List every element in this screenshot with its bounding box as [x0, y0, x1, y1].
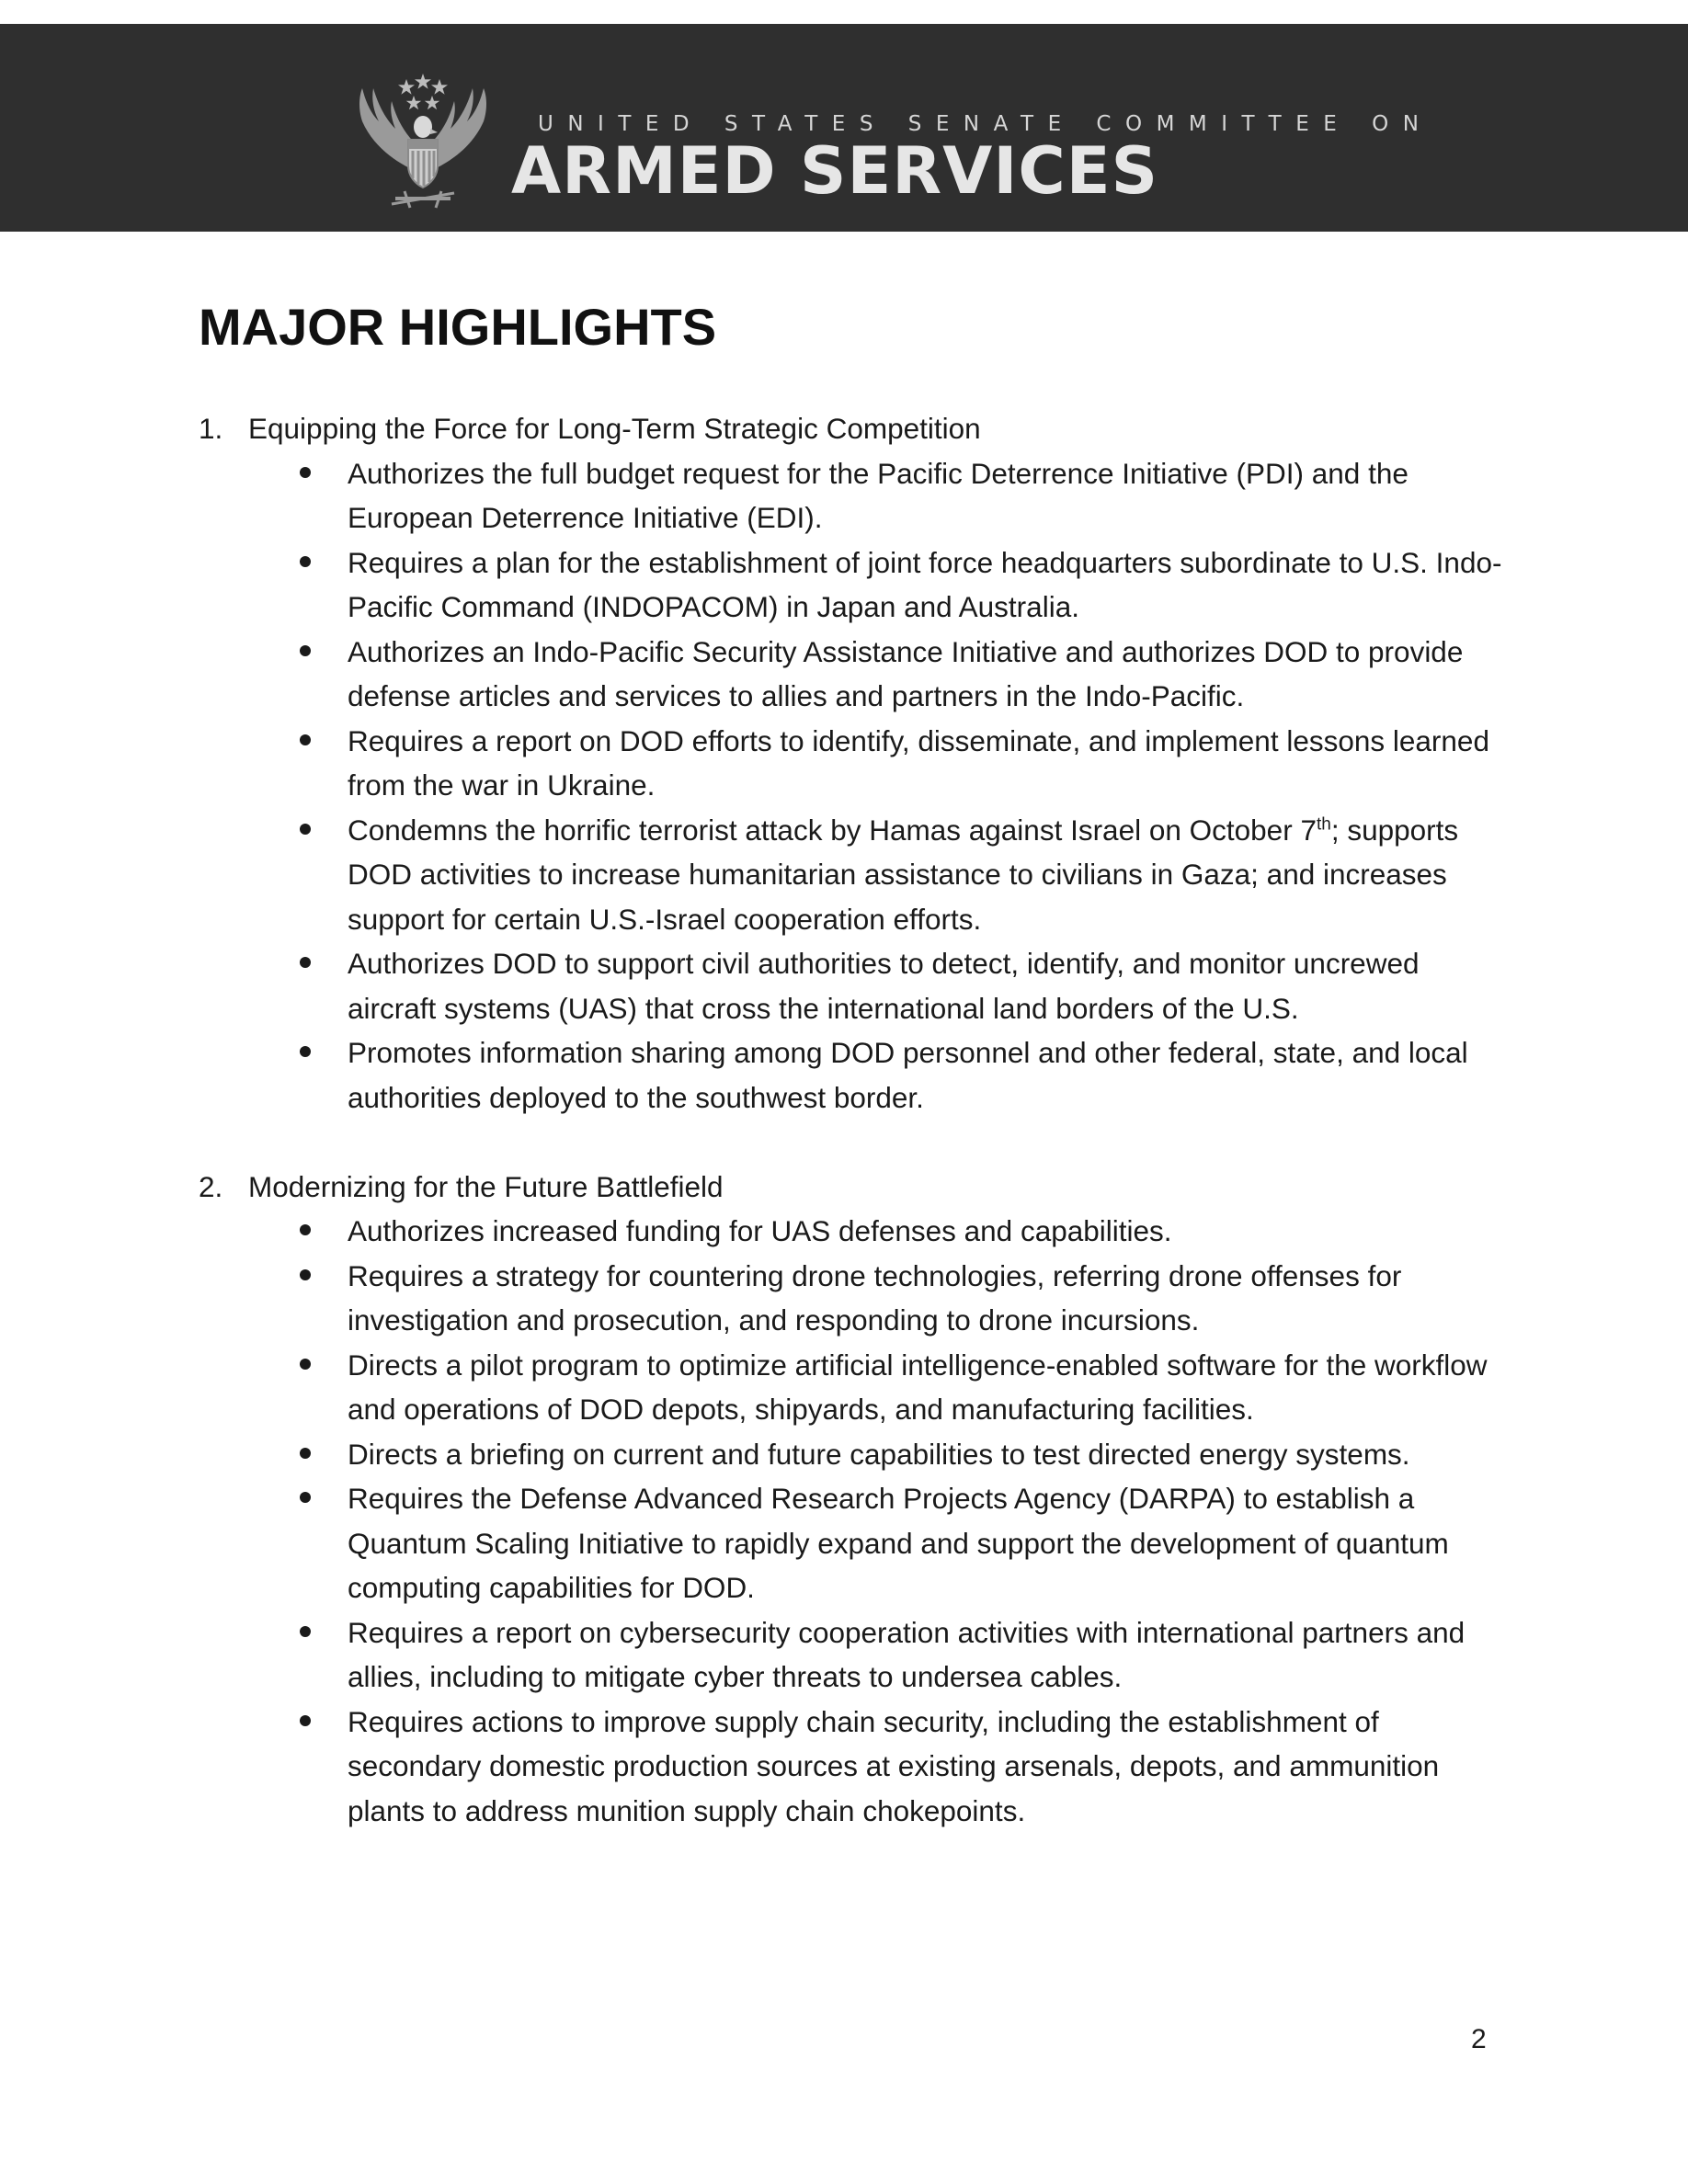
committee-banner	[0, 24, 1688, 232]
list-item	[199, 630, 1504, 719]
list-item-text: Authorizes DOD to support civil authorities to detect, identify, and monitor uncrewed aircraft systems (UAS) that cross the international land borders of the U.S.	[348, 947, 1420, 1025]
list-item	[199, 540, 1504, 630]
section-heading	[199, 1165, 1504, 1210]
list-item-text: Requires a report on DOD efforts to identify, disseminate, and implement lessons learned from the war in Ukraine.	[348, 723, 1489, 802]
page-title: MAJOR HIGHLIGHTS	[199, 298, 717, 356]
bullet-list	[199, 451, 1504, 1120]
bullet-icon	[300, 824, 311, 835]
section-2	[199, 1165, 1504, 1834]
highlights-list	[199, 406, 1504, 1833]
list-item	[199, 1610, 1504, 1700]
section-heading-text: Modernizing for the Future Battlefield	[248, 1169, 724, 1203]
list-item-text: Requires the Defense Advanced Research Projects Agency (DARPA) to establish a Quantum Scaling Initiative to rapidly expand and support the development of quantum computing capabilities for DOD.	[348, 1482, 1449, 1604]
bullet-icon	[300, 734, 311, 745]
bullet-icon	[300, 1715, 311, 1726]
list-item-text	[348, 813, 1458, 936]
list-item	[199, 1343, 1504, 1432]
list-item-text: Requires a strategy for countering drone technologies, referring drone offenses for investigation and prosecution, and responding to drone incursions.	[348, 1258, 1402, 1337]
bullet-icon	[300, 1359, 311, 1370]
list-item	[199, 1476, 1504, 1610]
list-item	[199, 808, 1504, 942]
page-number: 2	[1471, 2024, 1487, 2054]
list-item	[199, 451, 1504, 540]
section-1	[199, 406, 1504, 1120]
list-item-text: Requires a report on cybersecurity cooperation activities with international partners and allies, including to mitigate cyber threats to undersea cables.	[348, 1615, 1466, 1693]
eagle-seal-icon	[355, 70, 491, 215]
list-item-text: Authorizes the full budget request for the Pacific Deterrence Initiative (PDI) and the European Deterrence Initiative (EDI).	[348, 456, 1409, 534]
list-item-text: Requires a plan for the establishment of joint force headquarters subordinate to U.S. Indo-Pacific Command (INDOPACOM) in Japan and Australia.	[348, 545, 1502, 623]
list-item	[199, 1432, 1504, 1477]
list-item-text: Directs a briefing on current and future capabilities to test directed energy systems.	[348, 1437, 1410, 1471]
list-item-text: Requires actions to improve supply chain security, including the establishment of secondary domestic production sources at existing arsenals, depots, and ammunition plants to address munition supply chain chokepoints.	[348, 1704, 1440, 1827]
bullet-icon	[300, 556, 311, 567]
list-item	[199, 1209, 1504, 1254]
bullet-icon	[300, 957, 311, 968]
bullet-icon	[300, 1492, 311, 1503]
list-item-text: Authorizes an Indo-Pacific Security Assistance Initiative and authorizes DOD to provide defense articles and services to allies and partners in the Indo-Pacific.	[348, 634, 1464, 712]
bullet-icon	[300, 1448, 311, 1459]
bullet-icon	[300, 1269, 311, 1280]
bullet-icon	[300, 1224, 311, 1235]
bullet-icon	[300, 645, 311, 656]
banner-title: ARMED SERVICES	[511, 133, 1158, 209]
list-item	[199, 719, 1504, 808]
ordinal-suffix: th	[1316, 814, 1331, 834]
banner-subtitle: UNITED STATES SENATE COMMITTEE ON	[538, 112, 1433, 136]
list-item	[199, 1700, 1504, 1834]
list-item	[199, 941, 1504, 1030]
list-item-text: Promotes information sharing among DOD personnel and other federal, state, and local authorities deployed to the southwest border.	[348, 1036, 1468, 1114]
bullet-icon	[300, 1626, 311, 1637]
list-item-text-part: Condemns the horrific terrorist attack by Hamas against Israel on October 7	[348, 813, 1317, 847]
section-number: 1.	[199, 412, 223, 445]
section-heading-text: Equipping the Force for Long-Term Strategic Competition	[248, 412, 981, 445]
list-item	[199, 1254, 1504, 1343]
section-number: 2.	[199, 1169, 223, 1203]
bullet-icon	[300, 1046, 311, 1057]
list-item-text-part: ; supports DOD activities to increase humanitarian assistance to civilians in Gaza; and increases support for certain U.S.-Israel cooperation efforts.	[348, 813, 1459, 936]
section-heading	[199, 406, 1504, 451]
list-item-text: Directs a pilot program to optimize artificial intelligence-enabled software for the workflow and operations of DOD depots, shipyards, and manufacturing facilities.	[348, 1348, 1488, 1426]
list-item	[199, 1030, 1504, 1120]
list-item-text: Authorizes increased funding for UAS defenses and capabilities.	[348, 1214, 1172, 1247]
bullet-icon	[300, 467, 311, 478]
bullet-list	[199, 1209, 1504, 1833]
